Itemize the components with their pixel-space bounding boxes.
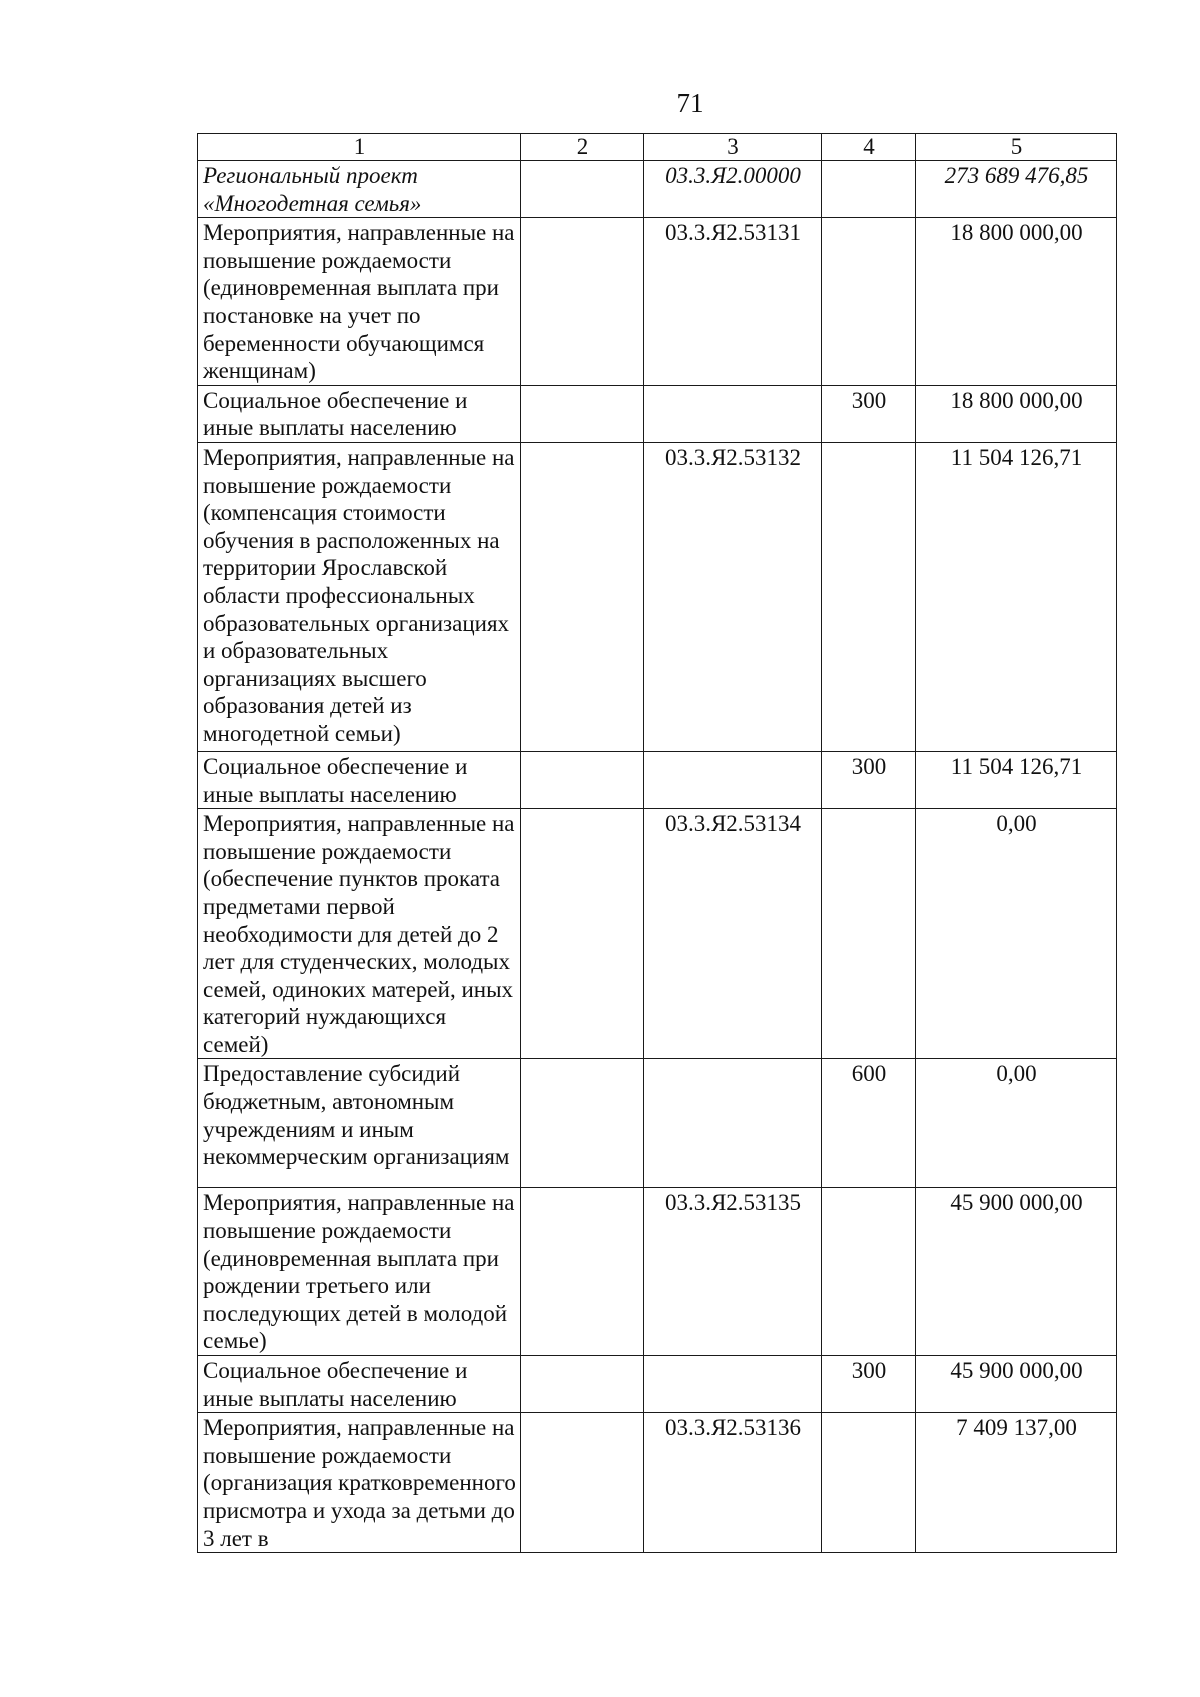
row-col2-cell	[521, 385, 644, 442]
budget-table-body	[198, 134, 1117, 1553]
row-code-cell: 03.3.Я2.53132	[644, 442, 822, 751]
row-name-cell: Социальное обеспечение и иные выплаты населению	[198, 385, 521, 442]
page-number: 71	[676, 88, 704, 118]
row-col2-cell	[521, 1413, 644, 1553]
row-amount-cell: 273 689 476,85	[916, 161, 1117, 218]
row-col2-cell	[521, 809, 644, 1059]
table-row	[198, 751, 1117, 808]
row-code-cell	[644, 1059, 822, 1188]
row-kvr-cell: 300	[822, 1356, 916, 1413]
row-col2-cell	[521, 751, 644, 808]
row-amount-cell: 0,00	[916, 809, 1117, 1059]
header-col-5: 5	[916, 134, 1117, 161]
table-row	[198, 218, 1117, 386]
table-header-row	[198, 134, 1117, 161]
row-code-cell: 03.3.Я2.53134	[644, 809, 822, 1059]
row-amount-cell: 45 900 000,00	[916, 1356, 1117, 1413]
row-kvr-cell	[822, 218, 916, 386]
row-kvr-cell: 600	[822, 1059, 916, 1188]
table-row	[198, 1413, 1117, 1553]
row-name-cell: Мероприятия, направленные на повышение рождаемости (единовременная выплата при постановке на учет по беременности обучающимся женщинам)	[198, 218, 521, 386]
row-kvr-cell	[822, 442, 916, 751]
row-code-cell	[644, 1356, 822, 1413]
header-col-2: 2	[521, 134, 644, 161]
row-col2-cell	[521, 1356, 644, 1413]
row-kvr-cell	[822, 1188, 916, 1356]
row-code-cell: 03.3.Я2.00000	[644, 161, 822, 218]
header-col-1: 1	[198, 134, 521, 161]
row-col2-cell	[521, 1059, 644, 1188]
budget-table	[197, 133, 1117, 1553]
table-row	[198, 1188, 1117, 1356]
row-name-cell: Социальное обеспечение и иные выплаты населению	[198, 1356, 521, 1413]
row-col2-cell	[521, 442, 644, 751]
row-code-cell	[644, 751, 822, 808]
table-row	[198, 385, 1117, 442]
row-amount-cell: 0,00	[916, 1059, 1117, 1188]
table-row	[198, 161, 1117, 218]
row-name-cell: Мероприятия, направленные на повышение рождаемости (обеспечение пунктов проката предметами первой необходимости для детей до 2 лет для студенческих, молодых семей, одиноких матерей, иных категорий нуждающихся семей)	[198, 809, 521, 1059]
row-name-cell: Социальное обеспечение и иные выплаты населению	[198, 751, 521, 808]
header-col-4: 4	[822, 134, 916, 161]
row-amount-cell: 7 409 137,00	[916, 1413, 1117, 1553]
row-kvr-cell	[822, 161, 916, 218]
row-code-cell: 03.3.Я2.53131	[644, 218, 822, 386]
row-name-cell: Предоставление субсидий бюджетным, автономным учреждениям и иным некоммерческим организациям	[198, 1059, 521, 1188]
row-name-cell: Региональный проект «Многодетная семья»	[198, 161, 521, 218]
row-code-cell	[644, 385, 822, 442]
table-row	[198, 809, 1117, 1059]
row-name-cell: Мероприятия, направленные на повышение рождаемости (организация кратковременного присмотра и ухода за детьми до 3 лет в	[198, 1413, 521, 1553]
header-col-3: 3	[644, 134, 822, 161]
table-row	[198, 1059, 1117, 1188]
row-code-cell: 03.3.Я2.53135	[644, 1188, 822, 1356]
row-kvr-cell	[822, 1413, 916, 1553]
row-amount-cell: 11 504 126,71	[916, 751, 1117, 808]
row-col2-cell	[521, 161, 644, 218]
row-kvr-cell: 300	[822, 385, 916, 442]
row-col2-cell	[521, 218, 644, 386]
row-amount-cell: 18 800 000,00	[916, 218, 1117, 386]
row-amount-cell: 45 900 000,00	[916, 1188, 1117, 1356]
row-name-cell: Мероприятия, направленные на повышение рождаемости (единовременная выплата при рождении третьего или последующих детей в молодой семье)	[198, 1188, 521, 1356]
table-row	[198, 1356, 1117, 1413]
row-col2-cell	[521, 1188, 644, 1356]
row-name-cell: Мероприятия, направленные на повышение рождаемости (компенсация стоимости обучения в расположенных на территории Ярославской области профессиональных образовательных организациях и образовательных организациях высшего образования детей из многодетной семьи)	[198, 442, 521, 751]
row-amount-cell: 18 800 000,00	[916, 385, 1117, 442]
row-code-cell: 03.3.Я2.53136	[644, 1413, 822, 1553]
row-kvr-cell: 300	[822, 751, 916, 808]
row-amount-cell: 11 504 126,71	[916, 442, 1117, 751]
table-row	[198, 442, 1117, 751]
row-kvr-cell	[822, 809, 916, 1059]
